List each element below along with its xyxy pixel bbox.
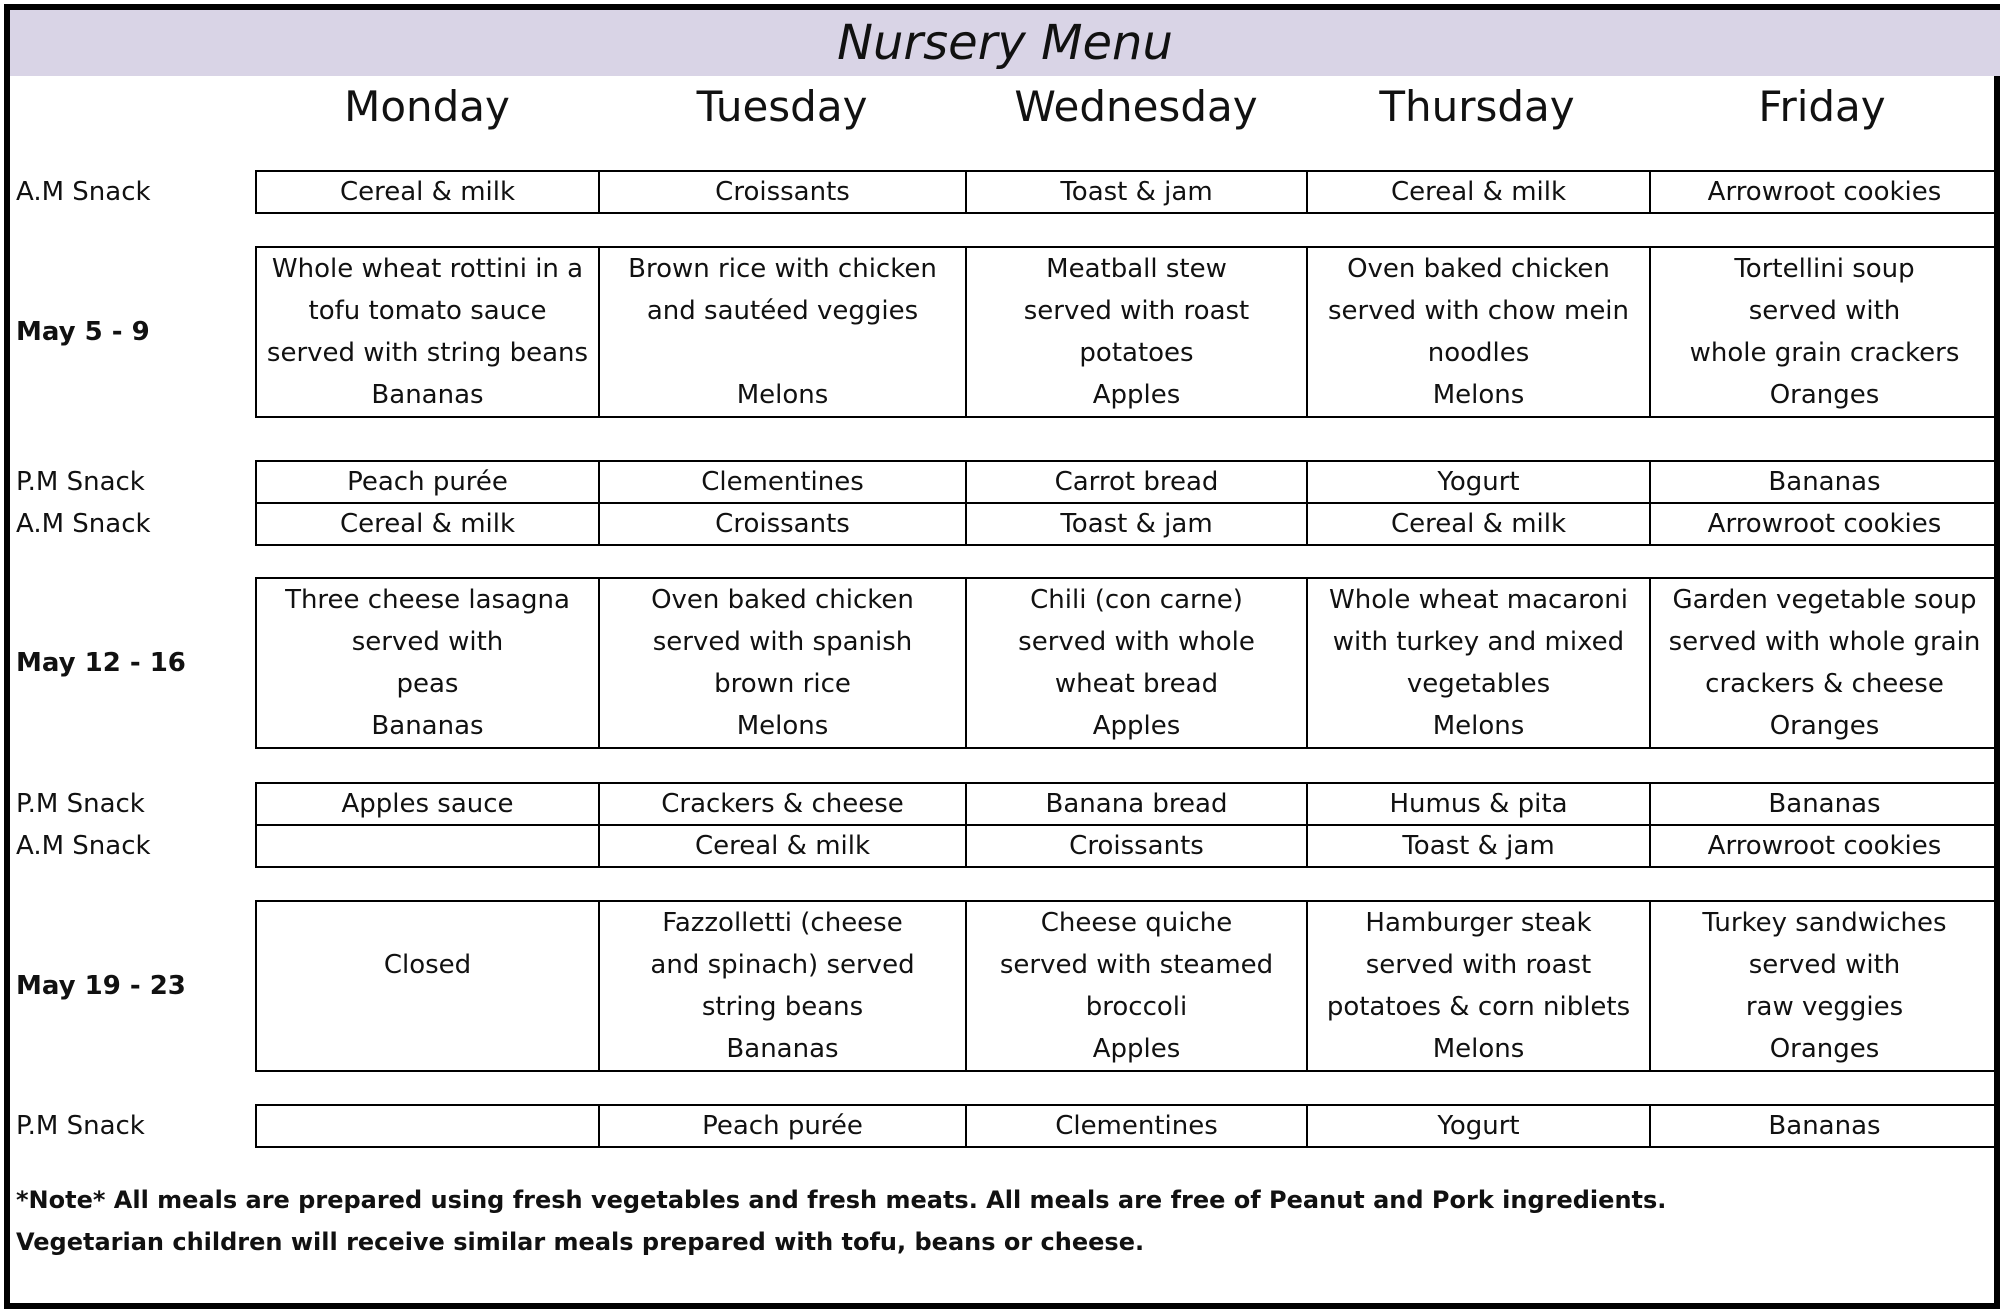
am-snack-text: Cereal & milk [1390, 509, 1567, 539]
pm-snack-cell [1649, 1104, 2000, 1148]
lunch-line: Melons [1432, 380, 1525, 410]
lunch-line: Brown rice with chicken [628, 254, 937, 284]
day-wednesday: Wednesday [1014, 81, 1258, 131]
pm-snack-text: Crackers & cheese [661, 789, 904, 819]
day-tuesday: Tuesday [696, 81, 868, 131]
lunch-line: noodles [1427, 338, 1530, 368]
lunch-line: served with string beans [266, 338, 589, 368]
lunch-line: served with [351, 627, 504, 657]
am-snack-cell [965, 502, 1308, 546]
am-snack-text: Croissants [715, 509, 850, 539]
am-snack-text: Cereal & milk [339, 509, 516, 539]
am-snack-cell [965, 170, 1308, 214]
day-friday: Friday [1758, 81, 1886, 131]
am-snack-cell [1649, 824, 2000, 868]
lunch-line: potatoes [1079, 338, 1194, 368]
lunch-line: Bananas [726, 1034, 839, 1064]
lunch-line: served with roast [1023, 296, 1250, 326]
day-monday: Monday [344, 81, 510, 131]
am-snack-text: Toast & jam [1060, 509, 1213, 539]
am-snack-cell [1649, 170, 2000, 214]
page-title: Nursery Menu [837, 15, 1173, 71]
lunch-line: Garden vegetable soup [1672, 585, 1977, 615]
lunch-line: tofu tomato sauce [308, 296, 547, 326]
lunch-line: whole grain crackers [1689, 338, 1960, 368]
lunch-line: served with [1748, 296, 1901, 326]
pm-snack-text: Bananas [1768, 1111, 1881, 1141]
am-snack-cell [1306, 824, 1651, 868]
pm-snack-text: Yogurt [1437, 1111, 1520, 1141]
lunch-line: string beans [701, 992, 864, 1022]
pm-snack-label: P.M Snack [16, 1111, 145, 1141]
am-snack-text: Cereal & milk [694, 831, 871, 861]
am-snack-cell [1649, 502, 2000, 546]
note-line-1: *Note* All meals are prepared using fresh vegetables and fresh meats. All meals are free of Peanut and Pork ingredients. [16, 1186, 1667, 1214]
lunch-line: Oven baked chicken [651, 585, 914, 615]
lunch-line: served with whole [1018, 627, 1255, 657]
lunch-line: crackers & cheese [1705, 669, 1944, 699]
pm-snack-cell [965, 782, 1308, 826]
lunch-line: served with steamed [999, 950, 1274, 980]
lunch-line: Oranges [1769, 711, 1880, 741]
am-snack-text: Arrowroot cookies [1707, 177, 1942, 207]
lunch-line: Apples [1092, 1034, 1181, 1064]
pm-snack-text: Peach purée [347, 467, 508, 497]
am-snack-cell [598, 170, 967, 214]
lunch-cell [1649, 246, 2000, 418]
am-snack-cell [255, 502, 600, 546]
pm-snack-cell [1306, 1104, 1651, 1148]
pm-snack-cell [598, 1104, 967, 1148]
lunch-line: vegetables [1406, 669, 1551, 699]
am-snack-text: Arrowroot cookies [1707, 831, 1942, 861]
pm-snack-cell [965, 1104, 1308, 1148]
pm-snack-cell [255, 1104, 600, 1148]
lunch-line: Melons [1432, 711, 1525, 741]
lunch-line: Cheese quiche [1040, 908, 1233, 938]
lunch-cell [965, 900, 1308, 1072]
am-snack-label: A.M Snack [16, 509, 151, 539]
am-snack-label: A.M Snack [16, 177, 151, 207]
lunch-cell [1306, 900, 1651, 1072]
lunch-line: brown rice [714, 669, 851, 699]
week-label: May 19 - 23 [16, 971, 186, 1001]
pm-snack-cell [598, 782, 967, 826]
pm-snack-label: P.M Snack [16, 467, 145, 497]
pm-snack-cell [255, 782, 600, 826]
lunch-cell [1649, 577, 2000, 749]
lunch-line: Whole wheat macaroni [1329, 585, 1628, 615]
lunch-line: raw veggies [1745, 992, 1904, 1022]
week-label: May 5 - 9 [16, 317, 150, 347]
pm-snack-cell [255, 460, 600, 504]
pm-snack-label: P.M Snack [16, 789, 145, 819]
lunch-line: Apples [1092, 380, 1181, 410]
lunch-line: Three cheese lasagna [285, 585, 570, 615]
lunch-cell [598, 577, 967, 749]
title-bar [10, 10, 2000, 76]
lunch-line: Oranges [1769, 380, 1880, 410]
lunch-line: Tortellini soup [1734, 254, 1915, 284]
pm-snack-text: Yogurt [1437, 467, 1520, 497]
lunch-line: Melons [1432, 1034, 1525, 1064]
pm-snack-text: Banana bread [1045, 789, 1228, 819]
am-snack-text: Croissants [715, 177, 850, 207]
lunch-line: Closed [383, 950, 472, 980]
lunch-line: broccoli [1085, 992, 1188, 1022]
lunch-line: Oven baked chicken [1347, 254, 1610, 284]
am-snack-text: Cereal & milk [339, 177, 516, 207]
lunch-line: Oranges [1769, 1034, 1880, 1064]
lunch-line: served with chow mein [1327, 296, 1630, 326]
lunch-cell [598, 246, 967, 418]
lunch-line: Melons [736, 380, 829, 410]
am-snack-text: Toast & jam [1402, 831, 1555, 861]
am-snack-cell [255, 170, 600, 214]
lunch-line: Apples [1092, 711, 1181, 741]
am-snack-cell [598, 824, 967, 868]
lunch-line: Hamburger steak [1365, 908, 1592, 938]
lunch-line: served with whole grain [1668, 627, 1981, 657]
am-snack-cell [1306, 502, 1651, 546]
pm-snack-text: Apples sauce [341, 789, 514, 819]
am-snack-text: Toast & jam [1060, 177, 1213, 207]
pm-snack-cell [598, 460, 967, 504]
lunch-line: served with roast [1365, 950, 1592, 980]
am-snack-label: A.M Snack [16, 831, 151, 861]
lunch-cell [598, 900, 967, 1072]
lunch-cell [965, 577, 1308, 749]
lunch-cell [255, 577, 600, 749]
pm-snack-text: Bananas [1768, 789, 1881, 819]
lunch-cell [1649, 900, 2000, 1072]
pm-snack-text: Clementines [1055, 1111, 1218, 1141]
pm-snack-cell [1649, 460, 2000, 504]
lunch-line: wheat bread [1054, 669, 1219, 699]
lunch-cell [255, 900, 600, 1072]
pm-snack-text: Bananas [1768, 467, 1881, 497]
lunch-line: served with [1748, 950, 1901, 980]
week-label: May 12 - 16 [16, 648, 186, 678]
pm-snack-cell [1306, 460, 1651, 504]
pm-snack-text: Clementines [701, 467, 864, 497]
pm-snack-cell [1306, 782, 1651, 826]
day-thursday: Thursday [1379, 81, 1575, 131]
lunch-line: Melons [736, 711, 829, 741]
lunch-line: and spinach) served [650, 950, 915, 980]
am-snack-text: Arrowroot cookies [1707, 509, 1942, 539]
pm-snack-text: Peach purée [702, 1111, 863, 1141]
lunch-line: potatoes & corn niblets [1326, 992, 1631, 1022]
lunch-line: peas [396, 669, 459, 699]
note-line-2: Vegetarian children will receive similar meals prepared with tofu, beans or cheese. [16, 1228, 1145, 1256]
am-snack-cell [1306, 170, 1651, 214]
lunch-cell [1306, 577, 1651, 749]
lunch-line: Whole wheat rottini in a [271, 254, 584, 284]
pm-snack-text: Carrot bread [1054, 467, 1219, 497]
pm-snack-cell [965, 460, 1308, 504]
lunch-line: Turkey sandwiches [1702, 908, 1947, 938]
lunch-line: Chili (con carne) [1030, 585, 1243, 615]
lunch-cell [255, 246, 600, 418]
lunch-cell [1306, 246, 1651, 418]
lunch-line: with turkey and mixed [1332, 627, 1625, 657]
am-snack-cell [255, 824, 600, 868]
lunch-line: and sautéed veggies [646, 296, 919, 326]
lunch-line: Bananas [371, 711, 484, 741]
pm-snack-text: Humus & pita [1389, 789, 1568, 819]
am-snack-text: Cereal & milk [1390, 177, 1567, 207]
am-snack-cell [965, 824, 1308, 868]
pm-snack-cell [1649, 782, 2000, 826]
lunch-line: Meatball stew [1046, 254, 1227, 284]
lunch-line: Bananas [371, 380, 484, 410]
am-snack-text: Croissants [1069, 831, 1204, 861]
lunch-line: served with spanish [652, 627, 913, 657]
lunch-cell [965, 246, 1308, 418]
am-snack-cell [598, 502, 967, 546]
lunch-line: Fazzolletti (cheese [662, 908, 903, 938]
